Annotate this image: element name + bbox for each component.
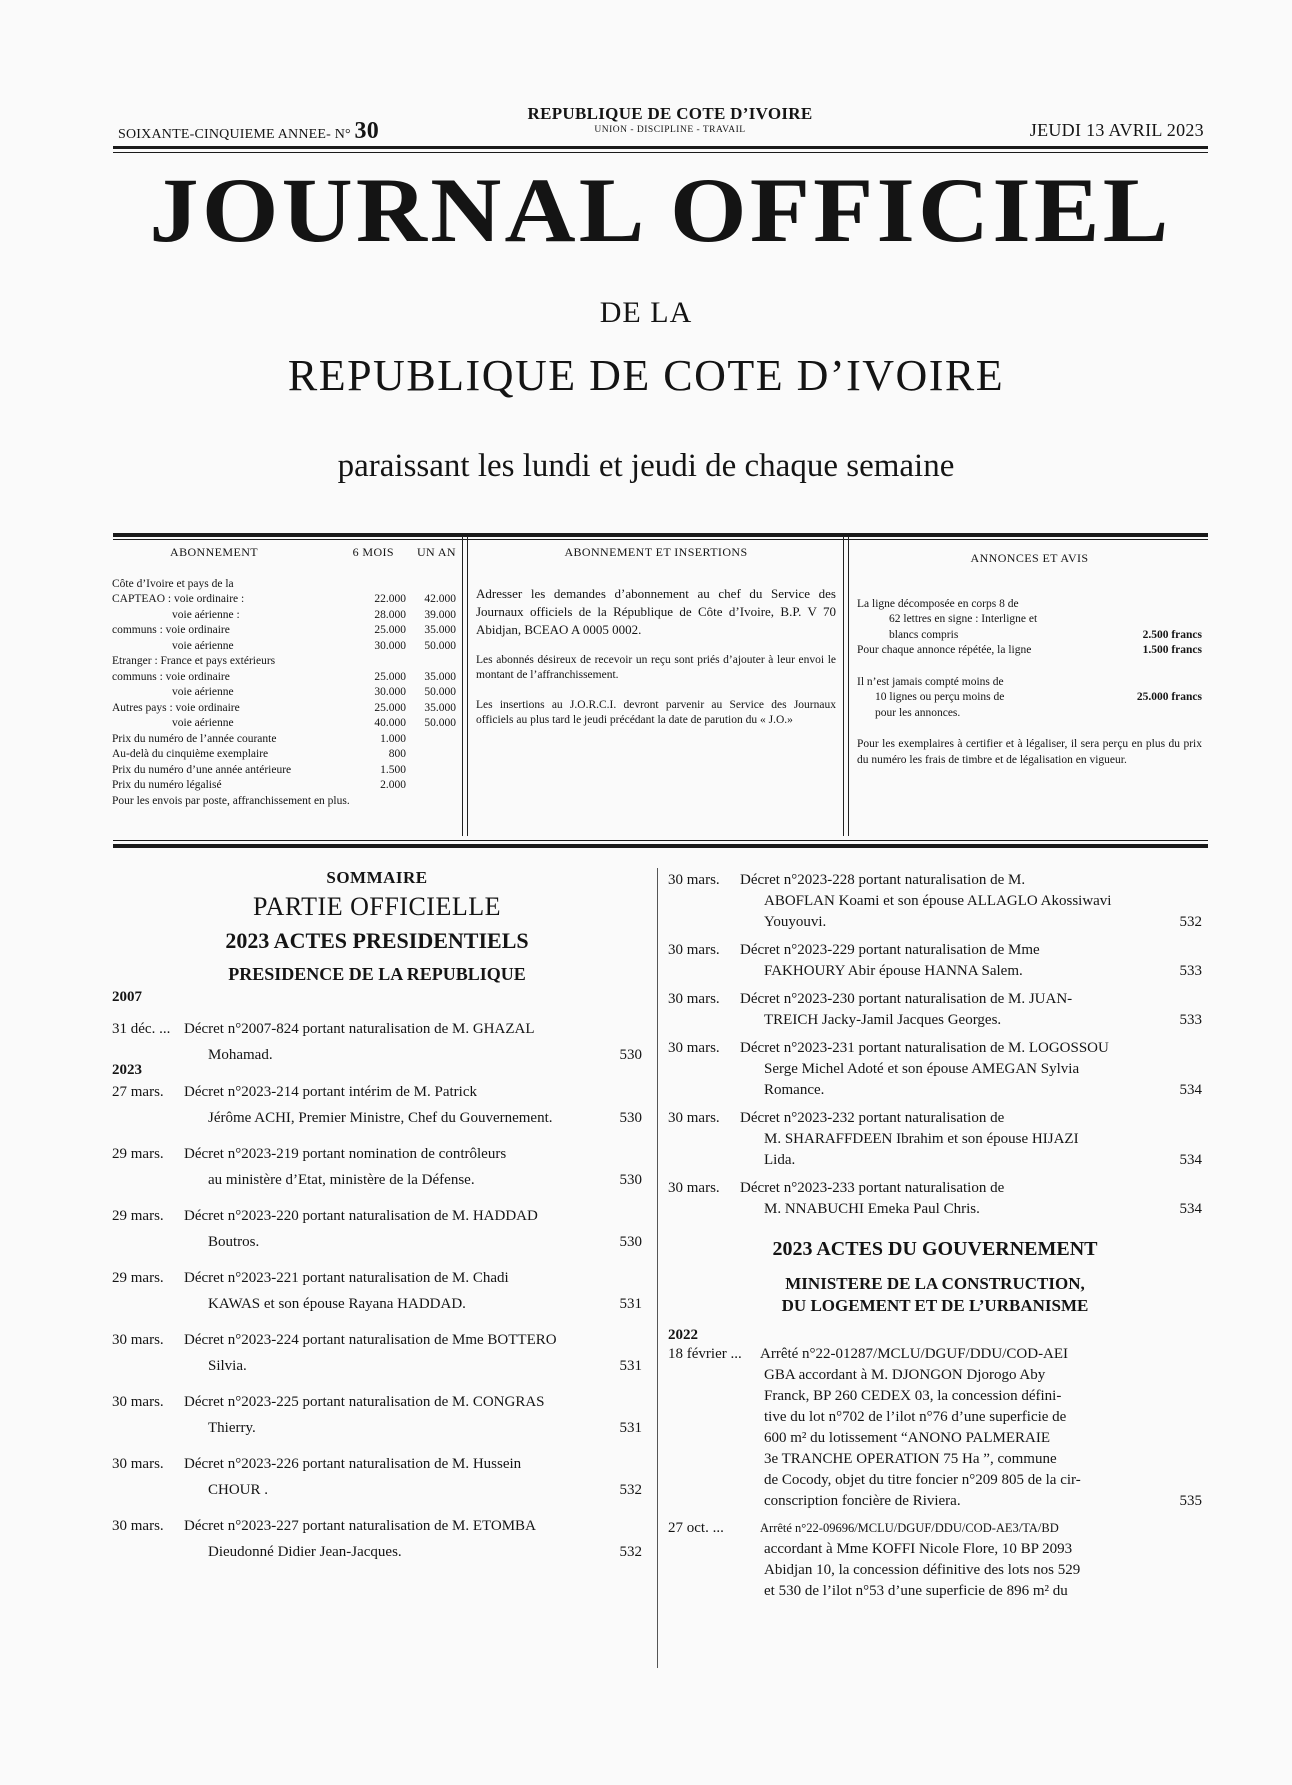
entry-text: [668, 1108, 1162, 1171]
abonnement-row: [112, 732, 456, 748]
abonnement-row: [112, 794, 456, 810]
abonnement-un-an: [406, 747, 456, 763]
column-separator: [657, 868, 658, 1668]
sommaire-entry: [112, 1327, 642, 1379]
abonnement-un-an: [406, 577, 456, 593]
entry-text: [112, 1203, 602, 1255]
edition-number: 30: [354, 118, 379, 144]
page-number: 531: [619, 1358, 642, 1374]
year-2022: 2022: [668, 1327, 698, 1343]
masthead-de-la: DE LA: [599, 296, 693, 329]
abonnement-un-an: 39.000: [424, 608, 456, 621]
arrete-date: 27 oct. ...: [668, 1520, 724, 1536]
abonnement-un-an: [406, 794, 456, 810]
abonnement-label: Au-delà du cinquième exemplaire: [112, 748, 269, 760]
abonnement-6mois: 2.000: [380, 779, 406, 791]
annonces-line: La ligne décomposée en corps 8 de: [857, 597, 1019, 610]
arrete-entry: [668, 1518, 1202, 1602]
issue-date: JEUDI 13 AVRIL 2023: [1029, 120, 1204, 140]
actes-gouvernement: 2023 ACTES DU GOUVERNEMENT: [772, 1238, 1098, 1260]
abonnement-rows: [112, 577, 456, 810]
entry-first-line: [668, 989, 1162, 1010]
ministere-heading: [668, 1273, 1202, 1317]
ministere-line: MINISTERE DE LA CONSTRUCTION,: [785, 1274, 1085, 1293]
insertions-title: ABONNEMENT ET INSERTIONS: [564, 545, 748, 559]
entry-text: [112, 1141, 602, 1193]
arrete-line: accordant à Mme KOFFI Nicole Flore, 10 BP 2093: [764, 1541, 1073, 1557]
entry-continuation: M. NNABUCHI Emeka Paul Chris.: [764, 1201, 980, 1217]
page-number: 534: [1179, 1152, 1202, 1168]
page-number: 530: [619, 1172, 642, 1188]
entry-title: Décret n°2023-226 portant naturalisation de M. Hussein: [184, 1456, 522, 1472]
partie-officielle: PARTIE OFFICIELLE: [253, 892, 501, 921]
arrete-date: 18 février ...: [668, 1346, 742, 1362]
entry-date: 29 mars.: [112, 1208, 164, 1224]
box-separator: [462, 536, 468, 836]
entry-title: Décret n°2023-233 portant naturalisation de: [740, 1180, 1005, 1196]
entry-date: 30 mars.: [668, 872, 720, 888]
entry-date: 27 mars.: [112, 1084, 164, 1100]
arrete-line: Abidjan 10, la concession définitive des lots nos 529: [764, 1562, 1081, 1578]
abonnement-row: [112, 639, 456, 655]
abonnement-row: [112, 716, 456, 732]
arrete-line: Arrêté n°22-01287/MCLU/DGUF/DDU/COD-AEI: [760, 1346, 1069, 1362]
entry-date: 30 mars.: [112, 1518, 164, 1534]
annonces-price: 2.500 francs: [1142, 628, 1202, 641]
arrete-first-line: [668, 1344, 1162, 1365]
sommaire-entry: [112, 1203, 642, 1255]
arrete-line: conscription foncière de Riviera.: [764, 1493, 961, 1509]
page-number: 532: [1179, 914, 1202, 930]
left-entries: [112, 1016, 642, 1565]
sommaire-right-column: [668, 870, 1202, 1602]
arrete-first-line: [668, 1518, 1202, 1539]
year-2007: 2007: [112, 989, 142, 1005]
entry-first-line: [668, 940, 1162, 961]
divider: [113, 146, 1208, 149]
insertions-receipt: Les abonnés désireux de recevoir un reçu sont priés d’ajouter à leur envoi le montant de l’affranchissement.: [476, 653, 836, 681]
abonnement-row: [112, 608, 456, 624]
abonnement-un-an: [406, 732, 456, 748]
presidence-heading: PRESIDENCE DE LA REPUBLIQUE: [228, 964, 526, 984]
entry-title: Décret n°2023-227 portant naturalisation de M. ETOMBA: [184, 1518, 536, 1534]
entry-continuation: CHOUR .: [208, 1482, 269, 1498]
entry-first-line: [112, 1016, 602, 1042]
year-2023: 2023: [112, 1062, 142, 1078]
abonnement-6mois: [358, 654, 406, 670]
insertions-address: Adresser les demandes d’abonnement au chef du Service des Journaux officiels de la République de Côte d’Ivoire, B.P. V 70 Abidjan, BCEAO A 0005 0002.: [476, 585, 836, 637]
edition-line: [118, 118, 379, 145]
entry-continuation: Serge Michel Adoté et son épouse AMEGAN Sylvia: [764, 1061, 1080, 1077]
abonnement-row: [112, 670, 456, 686]
entry-text: [112, 1327, 602, 1379]
entry-title: Décret n°2023-232 portant naturalisation de: [740, 1110, 1005, 1126]
abonnement-row: [112, 747, 456, 763]
ministere-line: DU LOGEMENT ET DE L’URBANISME: [781, 1296, 1089, 1315]
entry-continuation: Silvia.: [208, 1358, 247, 1374]
arrete-entry: [668, 1344, 1202, 1512]
abonnement-label: communs : voie ordinaire: [112, 624, 230, 636]
entry-text: [112, 1513, 602, 1565]
abonnement-6mois: 28.000: [374, 608, 406, 621]
annonces-line: pour les annonces.: [875, 706, 961, 719]
insertions-box: [476, 545, 836, 835]
abonnement-6mois: 22.000: [374, 593, 406, 605]
sommaire-entry: [112, 1513, 642, 1565]
abonnement-row: [112, 701, 456, 717]
annonces-price-row: [857, 690, 1202, 706]
entry-first-line: [668, 1108, 1162, 1129]
entry-continuation: KAWAS et son épouse Rayana HADDAD.: [208, 1296, 466, 1312]
abonnement-6mois: [358, 794, 406, 810]
entry-date: 31 déc. ...: [112, 1021, 171, 1037]
entry-first-line: [112, 1079, 602, 1105]
abonnement-row: [112, 685, 456, 701]
entry-date: 29 mars.: [112, 1146, 164, 1162]
sommaire-entry: [112, 1079, 642, 1131]
abonnement-row: [112, 654, 456, 670]
abonnement-box: [112, 545, 456, 835]
abonnement-un-an: 50.000: [424, 686, 456, 698]
abonnement-6mois: 25.000: [374, 670, 406, 683]
arrete-line: de Cocody, objet du titre foncier n°209 805 de la cir-: [764, 1472, 1081, 1488]
entry-continuation: Dieudonné Didier Jean-Jacques.: [208, 1544, 402, 1560]
arrete-line: GBA accordant à M. DJONGON Djorogo Aby: [764, 1367, 1046, 1383]
page-number: 535: [1179, 1493, 1202, 1509]
sommaire-entry: [112, 1389, 642, 1441]
abonnement-un-an: 35.000: [424, 670, 456, 683]
entry-text: [668, 1178, 1162, 1220]
sommaire-entry: [668, 989, 1202, 1031]
arrete-line: Franck, BP 260 CEDEX 03, la concession défini-: [764, 1388, 1062, 1404]
page-number: 531: [619, 1296, 642, 1312]
annonces-label: 10 lignes ou perçu moins de: [875, 691, 1005, 703]
entry-date: 30 mars.: [112, 1394, 164, 1410]
entry-first-line: [112, 1451, 602, 1477]
abonnement-un-an: [406, 654, 456, 670]
annonces-label: blancs compris: [889, 628, 959, 641]
divider: [113, 152, 1208, 153]
abonnement-6mois: 40.000: [374, 717, 406, 729]
annonces-price: 25.000 francs: [1136, 691, 1202, 703]
entry-continuation: FAKHOURY Abir épouse HANNA Salem.: [764, 963, 1023, 979]
arrete-body: [668, 1365, 1162, 1512]
sommaire-title: SOMMAIRE: [326, 868, 428, 887]
abonnement-label: Prix du numéro légalisé: [112, 779, 222, 791]
arrete-line: Arrêté n°22-09696/MCLU/DGUF/DDU/COD-AE3/TA/BD: [760, 1521, 1059, 1535]
abonnement-row: [112, 592, 456, 608]
page-number: 530: [619, 1234, 642, 1250]
abonnement-label: Pour les envois par poste, affranchissement en plus.: [112, 794, 350, 807]
entry-continuation: Thierry.: [208, 1420, 256, 1436]
entry-continuation: Lida.: [764, 1152, 796, 1168]
entry-continuation: Boutros.: [208, 1234, 260, 1250]
page-number: 530: [619, 1110, 642, 1126]
abonnement-row: [112, 623, 456, 639]
entry-text: [112, 1016, 602, 1068]
entry-text: [112, 1389, 602, 1441]
annonces-price: 1.500 francs: [1142, 644, 1202, 656]
entry-text: [668, 1038, 1162, 1101]
entry-continuation: ABOFLAN Koami et son épouse ALLAGLO Akossiwavi: [764, 893, 1112, 909]
republic-header: [470, 104, 870, 135]
arrete-line: 600 m² du lotissement “ANONO PALMERAIE: [764, 1430, 1051, 1446]
abonnement-label: Autres pays : voie ordinaire: [112, 701, 240, 714]
abonnement-un-an: [406, 778, 456, 794]
abonnement-label: voie aérienne: [172, 639, 234, 652]
abonnement-label: voie aérienne: [172, 717, 234, 729]
abonnement-6mois: [358, 577, 406, 593]
entry-continuation: Mohamad.: [208, 1047, 273, 1063]
abonnement-row: [112, 763, 456, 779]
masthead-republique: REPUBLIQUE DE COTE D’IVOIRE: [287, 351, 1005, 400]
box-separator: [843, 536, 849, 836]
entry-continuation: M. SHARAFFDEEN Ibrahim et son épouse HIJAZI: [764, 1131, 1079, 1147]
abonnement-label: CAPTEAO : voie ordinaire :: [112, 593, 245, 605]
abonnement-6mois: 800: [388, 748, 406, 760]
page-number: 532: [619, 1482, 642, 1498]
page-number: 531: [619, 1420, 642, 1436]
entry-date: 30 mars.: [668, 991, 720, 1007]
col-6mois: 6 MOIS: [352, 545, 394, 559]
entry-date: 30 mars.: [112, 1332, 164, 1348]
entry-first-line: [668, 1178, 1162, 1199]
arrete-body: [668, 1539, 1202, 1602]
annonces-title: ANNONCES ET AVIS: [970, 551, 1089, 565]
masthead-title: JOURNAL OFFICIEL: [149, 159, 1172, 261]
entry-date: 30 mars.: [668, 1040, 720, 1056]
abonnement-label: Etranger : France et pays extérieurs: [112, 655, 276, 667]
abonnement-label: Côte d’Ivoire et pays de la: [112, 577, 234, 590]
entry-text: [668, 870, 1162, 933]
annonces-price-row: [857, 628, 1202, 644]
entry-date: 29 mars.: [112, 1270, 164, 1286]
sommaire-entry: [112, 1265, 642, 1317]
abonnement-6mois: 25.000: [374, 624, 406, 636]
entry-date: 30 mars.: [668, 942, 720, 958]
abonnement-6mois: 30.000: [374, 639, 406, 652]
abonnement-un-an: [406, 763, 456, 779]
entry-first-line: [112, 1203, 602, 1229]
abonnement-label: Prix du numéro de l’année courante: [112, 732, 277, 745]
entry-title: Décret n°2007-824 portant naturalisation de M. GHAZAL: [184, 1021, 535, 1037]
abonnement-header: [112, 545, 456, 561]
entry-text: [668, 989, 1162, 1031]
entry-title: Décret n°2023-231 portant naturalisation de M. LOGOSSOU: [740, 1040, 1109, 1056]
abonnement-label: communs : voie ordinaire: [112, 670, 230, 683]
entry-text: [668, 940, 1162, 982]
entry-title: Décret n°2023-219 portant nomination de contrôleurs: [184, 1146, 507, 1162]
annonces-label: Pour chaque annonce répétée, la ligne: [857, 644, 1032, 656]
abonnement-label: Prix du numéro d’une année antérieure: [112, 763, 292, 776]
entry-date: 30 mars.: [112, 1456, 164, 1472]
divider: [113, 539, 1208, 540]
republic-name: REPUBLIQUE DE COTE D’IVOIRE: [527, 104, 813, 123]
col-un-an: UN AN: [416, 545, 456, 559]
sommaire-entry: [668, 940, 1202, 982]
entry-continuation: Romance.: [764, 1082, 825, 1098]
entry-title: Décret n°2023-214 portant intérim de M. Patrick: [184, 1084, 478, 1100]
annonces-line: Il n’est jamais compté moins de: [857, 675, 1004, 688]
page-number: 533: [1179, 963, 1202, 979]
abonnement-6mois: 1.000: [380, 732, 406, 745]
abonnement-6mois: 30.000: [374, 686, 406, 698]
entry-title: Décret n°2023-224 portant naturalisation de Mme BOTTERO: [184, 1332, 557, 1348]
arrete-line: et 530 de l’ilot n°53 d’une superficie de 896 m² du: [764, 1583, 1068, 1599]
entry-continuation: Jérôme ACHI, Premier Ministre, Chef du Gouvernement.: [208, 1110, 553, 1126]
entry-first-line: [668, 870, 1162, 891]
entry-title: Décret n°2023-221 portant naturalisation de M. Chadi: [184, 1270, 509, 1286]
insertions-deadline: Les insertions au J.O.R.C.I. devront parvenir au Service des Journaux officiels au plus tard le jeudi précédant la date de parution du « J.O.»: [476, 698, 836, 726]
page-number: 530: [619, 1047, 642, 1063]
arrete-line: 3e TRANCHE OPERATION 75 Ha ”, commune: [764, 1451, 1057, 1467]
entry-text: [112, 1451, 602, 1503]
entry-title: Décret n°2023-228 portant naturalisation de M.: [740, 872, 1026, 888]
abonnement-un-an: 35.000: [424, 701, 456, 714]
abonnement-row: [112, 778, 456, 794]
divider: [113, 844, 1208, 848]
entry-title: Décret n°2023-229 portant naturalisation de Mme: [740, 942, 1040, 958]
sommaire-entry: [668, 1108, 1202, 1171]
entry-first-line: [112, 1389, 602, 1415]
page-number: 534: [1179, 1082, 1202, 1098]
entry-text: [112, 1265, 602, 1317]
entry-first-line: [112, 1327, 602, 1353]
sommaire-left-column: [112, 868, 642, 1565]
parution-note: paraissant les lundi et jeudi de chaque semaine: [337, 448, 955, 484]
edition-label: SOIXANTE-CINQUIEME ANNEE- N°: [118, 127, 351, 142]
abonnement-6mois: 1.500: [380, 763, 406, 776]
page-number: 533: [1179, 1012, 1202, 1028]
abonnement-un-an: 50.000: [424, 717, 456, 729]
divider: [113, 840, 1208, 841]
abonnement-row: [112, 577, 456, 593]
annonces-legalisation: Pour les exemplaires à certifier et à légaliser, il sera perçu en plus du prix du numéro les frais de timbre et de légalisation en vigueur.: [857, 738, 1202, 766]
entry-first-line: [112, 1265, 602, 1291]
motto: UNION - DISCIPLINE - TRAVAIL: [594, 125, 746, 135]
abonnement-un-an: 42.000: [424, 593, 456, 605]
abonnement-label: voie aérienne: [172, 686, 234, 698]
sommaire-entry: [668, 1178, 1202, 1220]
entry-title: Décret n°2023-225 portant naturalisation de M. CONGRAS: [184, 1394, 545, 1410]
arrete-line: tive du lot n°702 de l’ilot n°76 d’une superficie de: [764, 1409, 1067, 1425]
sommaire-entry: [668, 1038, 1202, 1101]
entry-continuation: TREICH Jacky-Jamil Jacques Georges.: [764, 1012, 1002, 1028]
abonnement-label: voie aérienne :: [172, 608, 240, 621]
entry-first-line: [112, 1141, 602, 1167]
entry-first-line: [668, 1038, 1162, 1059]
entry-title: Décret n°2023-230 portant naturalisation de M. JUAN-: [740, 991, 1073, 1007]
entry-date: 30 mars.: [668, 1110, 720, 1126]
entry-text: [112, 1079, 602, 1131]
entry-date: 30 mars.: [668, 1180, 720, 1196]
sommaire-entry: [112, 1451, 642, 1503]
abonnement-6mois: 25.000: [374, 701, 406, 714]
entry-continuation: au ministère d’Etat, ministère de la Défense.: [208, 1172, 475, 1188]
page-number: 532: [619, 1544, 642, 1560]
annonces-price-row: [857, 643, 1202, 659]
abonnement-un-an: 35.000: [424, 624, 456, 636]
right-entries: [668, 870, 1202, 1220]
sommaire-entry: [112, 1141, 642, 1193]
entry-continuation: Youyouvi.: [764, 914, 827, 930]
actes-presidentiels: 2023 ACTES PRESIDENTIELS: [225, 928, 529, 953]
page-number: 534: [1179, 1201, 1202, 1217]
entry-title: Décret n°2023-220 portant naturalisation de M. HADDAD: [184, 1208, 538, 1224]
annonces-box: [857, 545, 1202, 835]
divider: [113, 533, 1208, 537]
annonces-line: 62 lettres en signe : Interligne et: [889, 613, 1038, 625]
sommaire-entry: [112, 1016, 642, 1068]
abonnement-un-an: 50.000: [424, 639, 456, 652]
sommaire-entry: [668, 870, 1202, 933]
abonnement-title: ABONNEMENT: [170, 545, 258, 559]
entry-first-line: [112, 1513, 602, 1539]
